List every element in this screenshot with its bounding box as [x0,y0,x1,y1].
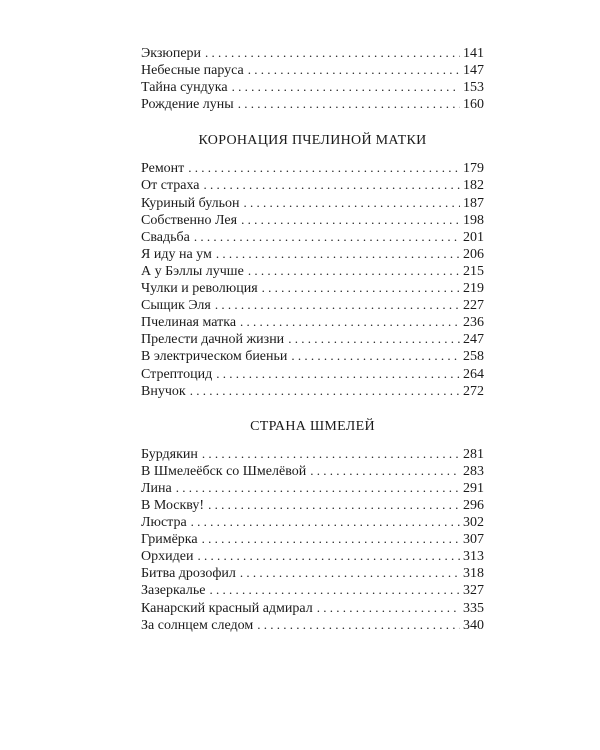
toc-entry [141,365,484,382]
entry-page-number: 272 [463,383,484,399]
dot-leader [244,194,460,211]
entry-title: Канарский красный адмирал [141,600,313,616]
entry-page-number: 206 [463,246,484,262]
entry-title: Лина [141,480,172,496]
toc-entry [141,228,484,245]
toc-entry [141,279,484,296]
toc-entry [141,479,484,496]
dot-leader [209,581,460,598]
entry-title: Прелести дачной жизни [141,332,285,348]
dot-leader [191,513,460,530]
toc-entry [141,78,484,95]
entry-title: Люстра [141,515,187,531]
entry-page-number: 201 [463,229,484,245]
entry-page-number: 147 [463,63,484,79]
toc-entry [141,382,484,399]
entry-title: Стрептоцид [141,366,213,382]
dot-leader [202,445,460,462]
entry-page-number: 318 [463,566,484,582]
dot-leader [202,530,460,547]
entry-page-number: 291 [463,480,484,496]
dot-leader [188,159,460,176]
entry-title: За солнцем следом [141,617,254,633]
toc-entry [141,616,484,633]
entry-page-number: 247 [463,332,484,348]
dot-leader [216,245,460,262]
dot-leader [197,547,460,564]
entry-title: Ремонт [141,161,185,177]
toc-entry [141,95,484,112]
entry-page-number: 264 [463,366,484,382]
toc-section [141,399,484,633]
toc-entry [141,313,484,330]
entry-title: Рождение луны [141,97,234,113]
entry-title: В электрическом биеньи [141,349,288,365]
entry-title: Небесные паруса [141,63,244,79]
entry-title: Бурдякин [141,446,198,462]
entry-title: Пчелиная матка [141,315,237,331]
toc-entry [141,530,484,547]
toc-root [141,44,484,633]
dot-leader [215,296,460,313]
entry-title: В Шмелеёбск со Шмелёвой [141,463,307,479]
dot-leader [291,347,460,364]
dot-leader [248,61,460,78]
dot-leader [216,365,460,382]
dot-leader [232,78,460,95]
entry-title: Экзюпери [141,46,202,61]
toc-entry [141,513,484,530]
toc-entry [141,194,484,211]
dot-leader [190,382,460,399]
entry-title: Свадьба [141,229,190,245]
entry-title: В Москву! [141,497,205,513]
entry-title: Куриный бульон [141,195,240,211]
entry-page-number: 283 [463,463,484,479]
toc-entry [141,581,484,598]
entry-page-number: 219 [463,281,484,297]
entry-title: Гримёрка [141,532,198,548]
table-of-contents [141,44,484,633]
entry-title: Тайна сундука [141,80,228,96]
dot-leader [238,95,460,112]
entry-page-number: 153 [463,80,484,96]
section-heading: СТРАНА ШМЕЛЕЙ [250,418,375,434]
toc-entry [141,347,484,364]
entry-page-number: 187 [463,195,484,211]
dot-leader [240,313,460,330]
toc-section [141,44,484,112]
entry-page-number: 227 [463,298,484,314]
toc-entry [141,159,484,176]
entry-page-number: 302 [463,515,484,531]
toc-entry [141,445,484,462]
dot-leader [257,616,460,633]
entry-title: От страха [141,178,200,194]
entry-page-number: 327 [463,583,484,599]
dot-leader [288,330,460,347]
entry-page-number: 313 [463,549,484,565]
toc-entry [141,330,484,347]
entry-page-number: 335 [463,600,484,616]
toc-section [141,112,484,398]
entry-title: Я иду на ум [141,246,212,262]
entry-page-number: 340 [463,617,484,633]
entry-title: Внучок [141,383,186,399]
dot-leader [310,462,460,479]
dot-leader [241,211,460,228]
dot-leader [205,44,460,61]
dot-leader [262,279,460,296]
entry-page-number: 236 [463,315,484,331]
toc-entry [141,245,484,262]
section-heading: КОРОНАЦИЯ ПЧЕЛИНОЙ МАТКИ [198,133,427,149]
dot-leader [203,176,460,193]
entry-title: Зазеркалье [141,583,206,599]
toc-entry [141,547,484,564]
dot-leader [194,228,460,245]
dot-leader [317,599,460,616]
entry-page-number: 258 [463,349,484,365]
toc-entry [141,462,484,479]
toc-entry [141,44,484,61]
entry-title: А у Бэллы лучше [141,263,244,279]
toc-entry [141,176,484,193]
entry-title: Орхидеи [141,549,194,565]
toc-entry [141,61,484,78]
toc-entry [141,496,484,513]
entry-title: Собственно Лея [141,212,238,228]
toc-entry [141,564,484,581]
entry-title: Битва дрозофил [141,566,236,582]
toc-entry [141,262,484,279]
toc-entry [141,599,484,616]
dot-leader [240,564,460,581]
entry-page-number: 307 [463,532,484,548]
entry-page-number: 182 [463,178,484,194]
entry-title: Чулки и революция [141,281,258,297]
toc-entry [141,296,484,313]
toc-entry [141,211,484,228]
dot-leader [248,262,460,279]
dot-leader [208,496,460,513]
dot-leader [176,479,460,496]
entry-page-number: 179 [463,161,484,177]
entry-page-number: 296 [463,497,484,513]
entry-page-number: 198 [463,212,484,228]
entry-page-number: 281 [463,446,484,462]
entry-page-number: 215 [463,263,484,279]
entry-title: Сыщик Эля [141,298,211,314]
entry-page-number: 141 [463,46,484,61]
entry-page-number: 160 [463,97,484,113]
